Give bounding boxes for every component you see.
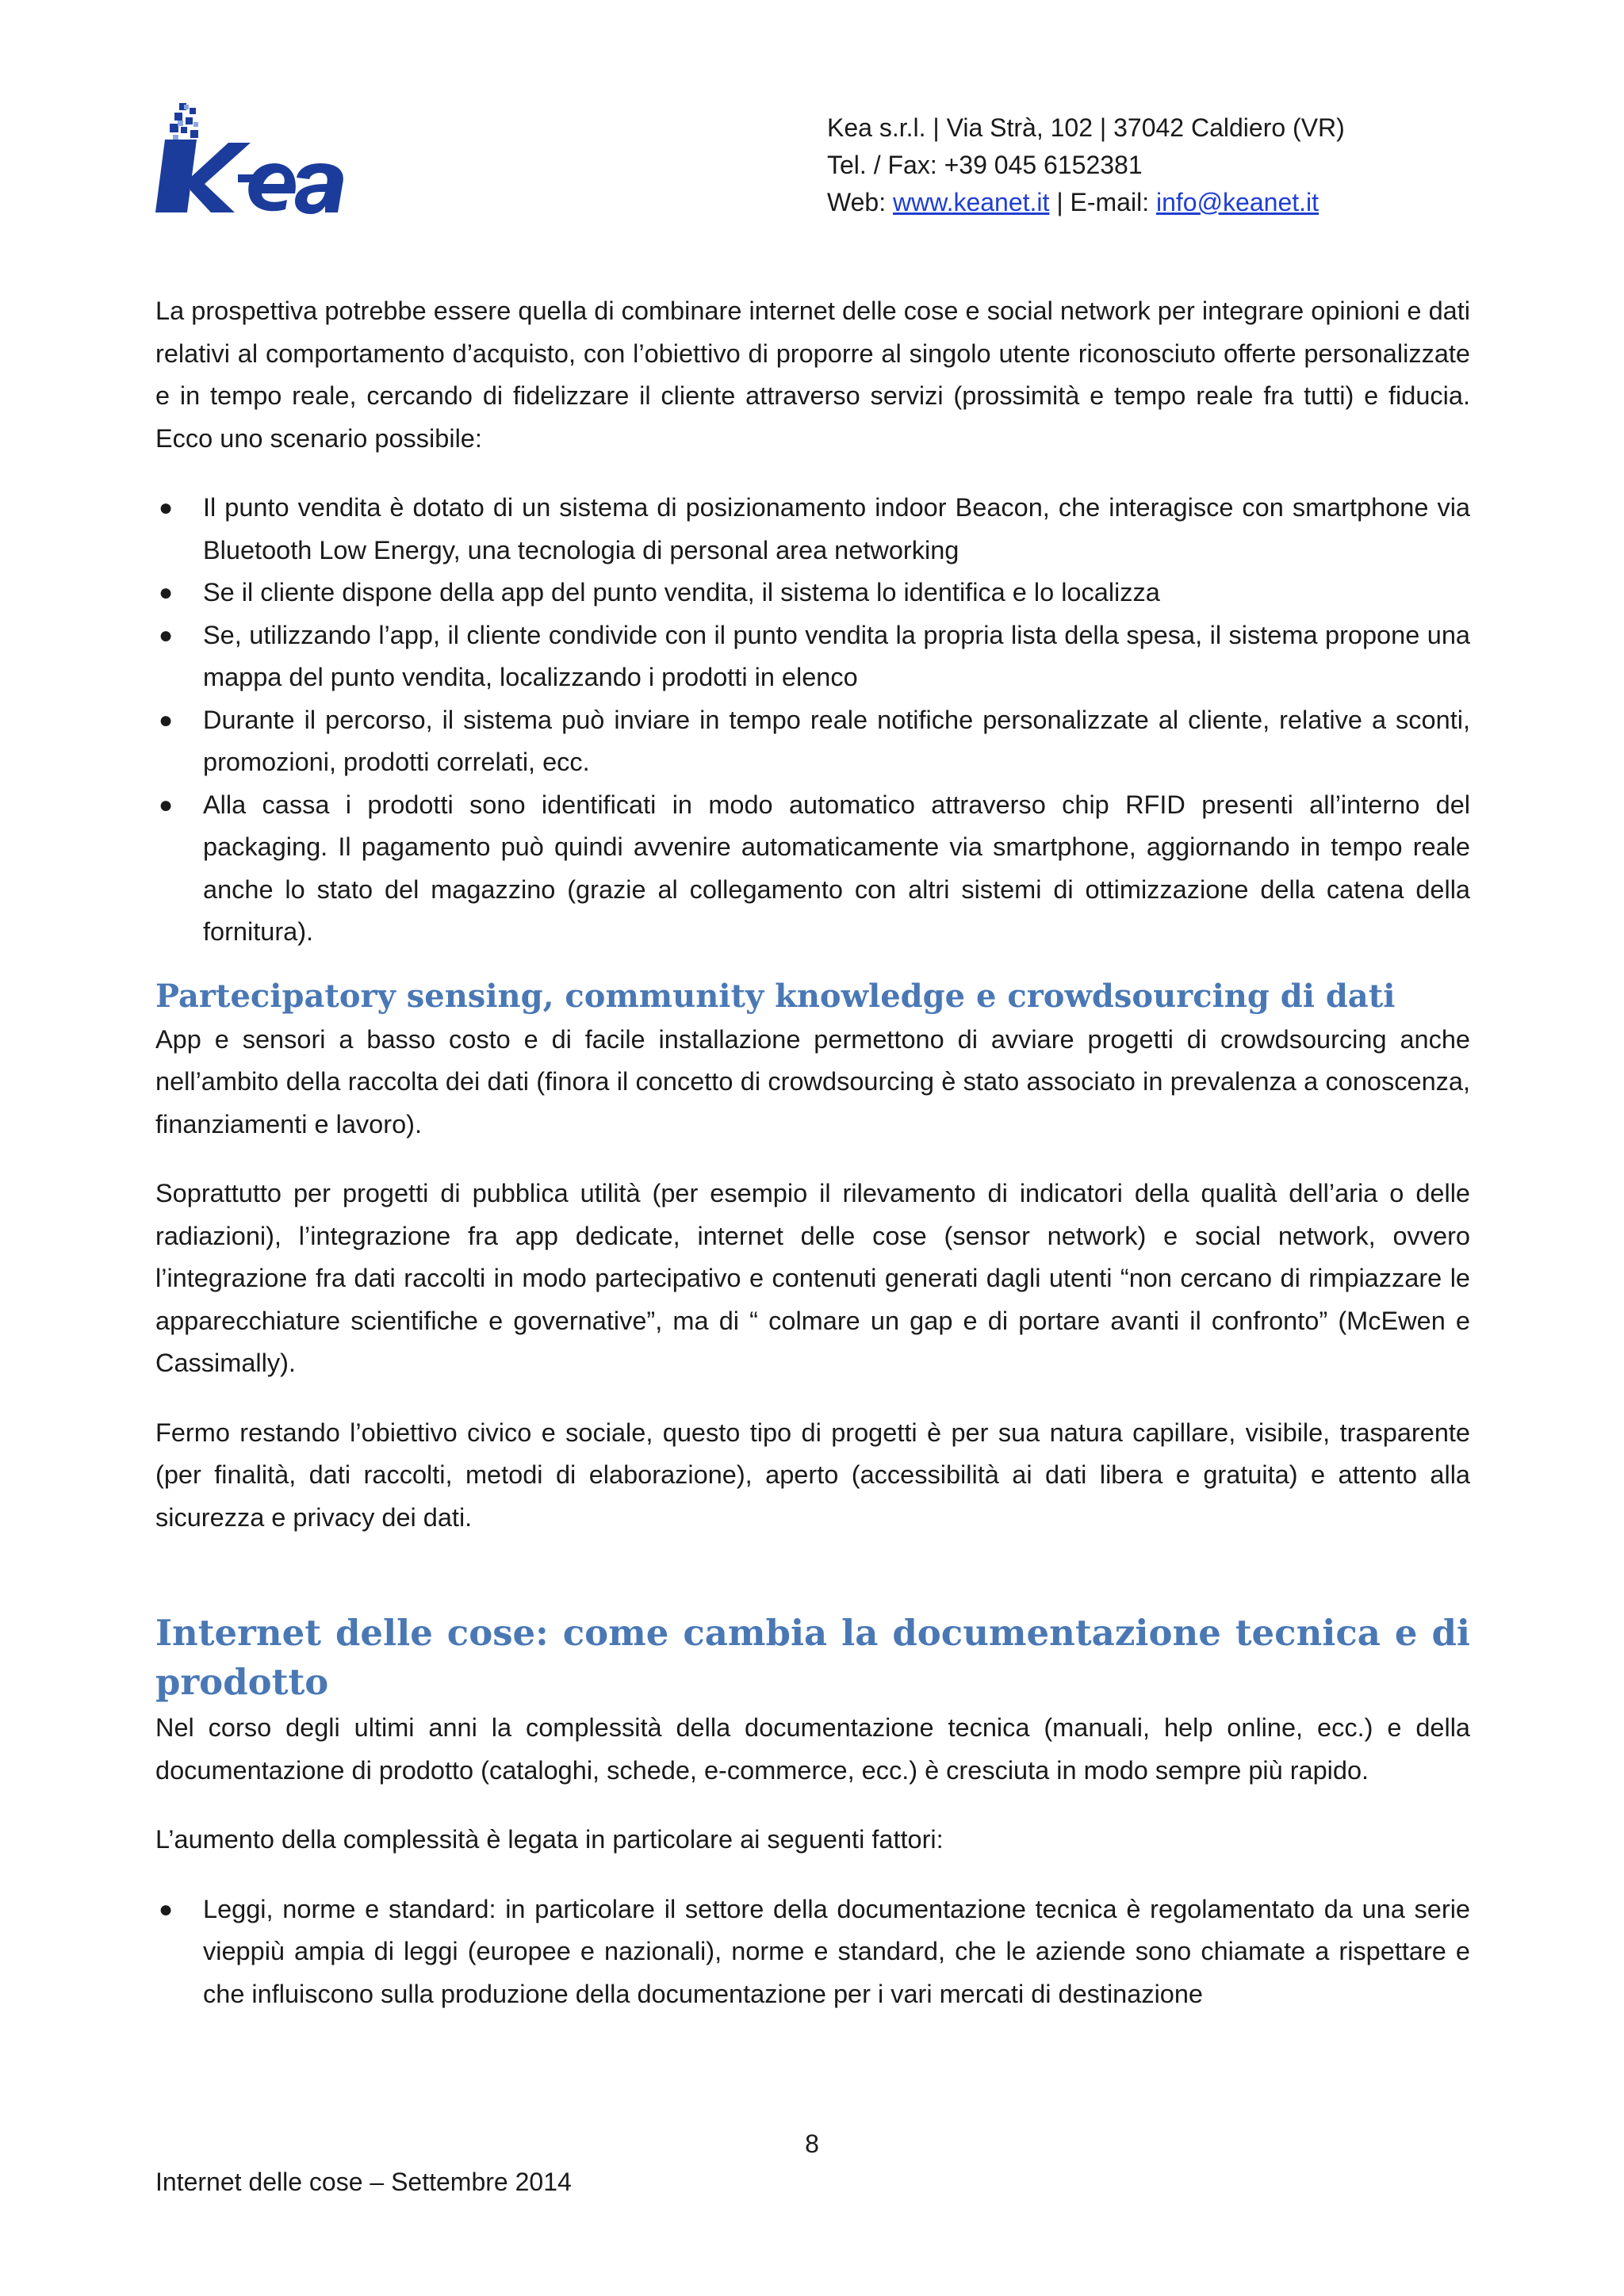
- list-item-text: Il punto vendita è dotato di un sistema di posizionamento indoor Beacon, che interagisce con smartphone via Bluetooth Low Energy, una tecnologia di personal area networking: [203, 493, 1470, 564]
- web-label: Web:: [827, 188, 893, 216]
- email-link[interactable]: info@keanet.it: [1155, 188, 1320, 216]
- list-item: [155, 699, 1470, 784]
- footer-doc-title: Internet delle cose – Settembre 2014: [155, 2168, 572, 2196]
- bullet-icon: ●: [159, 706, 174, 733]
- section1-paragraph: Soprattutto per progetti di pubblica utilità (per esempio il rilevamento di indicatori della qualità dell’aria o delle radiazioni), l’integrazione fra app dedicate, internet delle cose (sensor network) e social network, ovvero l’integrazione fra dati raccolti in modo partecipativo e contenuti generati dagli utenti “non cercano di rimpiazzare le apparecchiature scientifiche e governative”, ma di “ colmare un gap e di portare avanti il confronto” (McEwen e Cassimally).: [155, 1179, 1470, 1377]
- company-contact: [827, 109, 1461, 221]
- section-heading-documentation: Internet delle cose: come cambia la documentazione tecnica e di prodotto: [155, 1612, 1470, 1703]
- list-item: [155, 614, 1470, 699]
- list-item-text: Durante il percorso, il sistema può inviare in tempo reale notifiche personalizzate al cliente, relative a sconti, promozioni, prodotti correlati, ecc.: [203, 705, 1470, 776]
- page-number: 8: [805, 2130, 819, 2158]
- section2-paragraph: Nel corso degli ultimi anni la complessità della documentazione tecnica (manuali, help online, ecc.) e della documentazione di prodotto (cataloghi, schede, e-commerce, ecc.) è cresciuta in modo sempre più rapido.: [155, 1713, 1470, 1785]
- list-item: [155, 1888, 1470, 2016]
- contact-address: Kea s.r.l. | Via Strà, 102 | 37042 Caldiero (VR): [827, 113, 1345, 142]
- kea-logo-graphic: [155, 101, 346, 220]
- list-item: [155, 572, 1470, 614]
- kea-logo: [155, 101, 346, 220]
- contact-web-email: [827, 184, 1461, 221]
- section1-paragraph: App e sensori a basso costo e di facile installazione permettono di avviare progetti di crowdsourcing anche nell’ambito della raccolta dei dati (finora il concetto di crowdsourcing è stato associato in prevalenza a conoscenza, finanziamenti e lavoro).: [155, 1024, 1470, 1138]
- bullet-icon: ●: [159, 580, 174, 606]
- email-label: | E-mail:: [1049, 188, 1156, 216]
- document-body: [155, 290, 1470, 2036]
- bullet-icon: ●: [159, 622, 174, 649]
- section1-paragraph: Fermo restando l’obiettivo civico e sociale, questo tipo di progetti è per sua natura capillare, visibile, trasparente (per finalità, dati raccolti, metodi di elaborazione), aperto (accessibilità ai dati libera e gratuita) e attento alla sicurezza e privacy dei dati.: [155, 1418, 1470, 1532]
- list-item-text: Alla cassa i prodotti sono identificati in modo automatico attraverso chip RFID presenti all’interno del packaging. Il pagamento può quindi avvenire automaticamente via smartphone, aggiornando in tempo reale anche lo stato del magazzino (grazie al collegamento con altri sistemi di ottimizzazione della catena della fornitura).: [203, 790, 1470, 946]
- factor-list: [155, 1888, 1470, 2016]
- bullet-icon: ●: [159, 791, 174, 818]
- intro-paragraph: La prospettiva potrebbe essere quella di combinare internet delle cose e social network per integrare opinioni e dati relativi al comportamento d’acquisto, con l’obiettivo di proporre al singolo utente riconosciuto offerte personalizzate e in tempo reale, cercando di fidelizzare il cliente attraverso servizi (prossimità e tempo reale fra tutti) e fiducia. Ecco uno scenario possibile:: [155, 297, 1470, 453]
- website-link[interactable]: www.keanet.it: [893, 188, 1050, 216]
- scenario-list: [155, 487, 1470, 954]
- list-item: [155, 487, 1470, 572]
- list-item: [155, 784, 1470, 954]
- section-heading-crowdsourcing: Partecipatory sensing, community knowledge e crowdsourcing di dati: [155, 977, 1396, 1015]
- list-item-text: Se il cliente dispone della app del punto vendita, il sistema lo identifica e lo localizza: [203, 578, 1160, 607]
- list-item-text: Leggi, norme e standard: in particolare il settore della documentazione tecnica è regolamentato da una serie vieppiù ampia di leggi (europee e nazionali), norme e standard, che le aziende sono chiamate a rispettare e che influiscono sulla produzione della documentazione per i vari mercati di destinazione: [203, 1894, 1470, 2008]
- contact-phone: Tel. / Fax: +39 045 6152381: [827, 151, 1143, 179]
- list-item-text: Se, utilizzando l’app, il cliente condivide con il punto vendita la propria lista della spesa, il sistema propone una mappa del punto vendita, localizzando i prodotti in elenco: [203, 620, 1470, 691]
- bullet-icon: ●: [159, 495, 174, 521]
- bullet-icon: ●: [159, 1896, 174, 1923]
- section2-paragraph: L’aumento della complessità è legata in particolare ai seguenti fattori:: [155, 1825, 944, 1854]
